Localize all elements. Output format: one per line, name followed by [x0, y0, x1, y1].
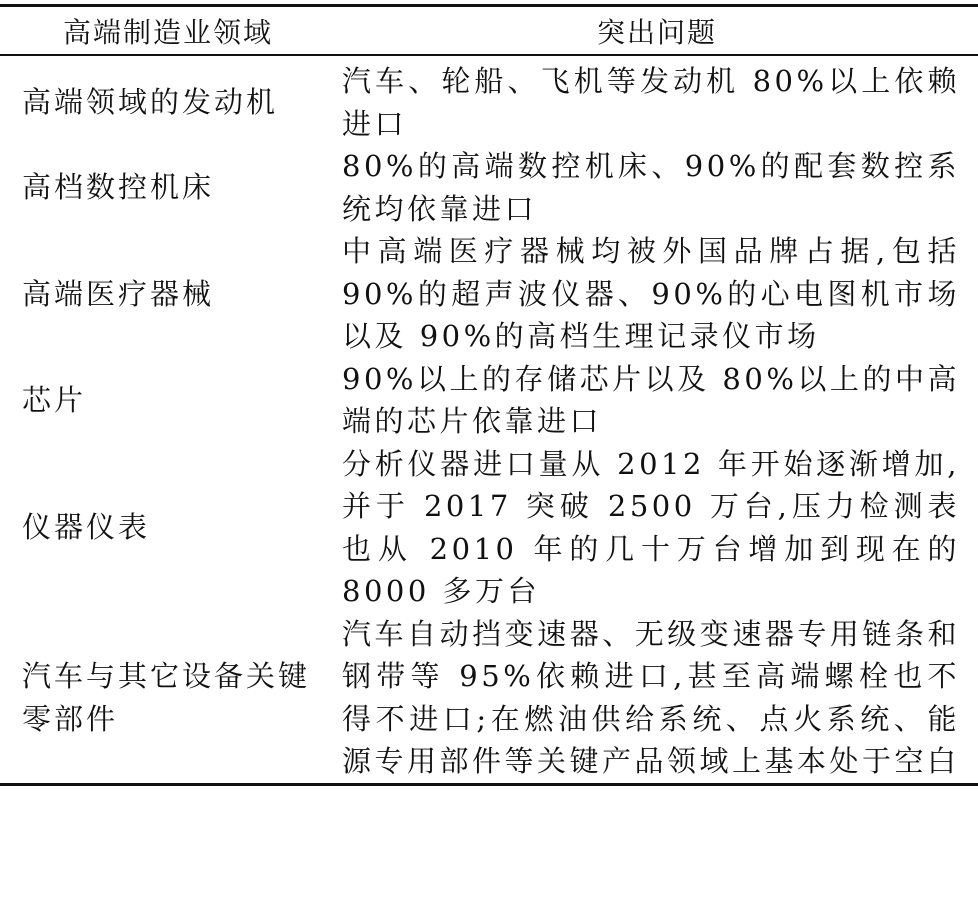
row-domain-cell: 汽车与其它设备关键零部件 — [22, 659, 311, 736]
table-row — [0, 55, 978, 145]
table-body — [0, 55, 978, 784]
header-issue: 突出问题 — [596, 15, 717, 49]
row-issue-cell: 80%的高端数控机床、90%的配套数控系统均依靠进口 — [342, 149, 960, 226]
row-domain-cell: 高端医疗器械 — [22, 276, 215, 311]
manufacturing-issues-table — [0, 4, 978, 786]
table-header — [0, 6, 978, 56]
row-domain-cell: 高档数控机床 — [22, 170, 215, 205]
table-row — [0, 358, 978, 443]
row-domain-cell: 芯片 — [22, 382, 87, 417]
header-domain: 高端制造业领域 — [62, 15, 273, 49]
row-domain-cell: 仪器仪表 — [22, 510, 151, 545]
row-issue-cell: 分析仪器进口量从 2012 年开始逐渐增加,并于 2017 突破 2500 万台,压力检测表也从 2010 年的几十万台增加到现在的 8000 多万台 — [342, 446, 960, 608]
row-issue-cell: 90%以上的存储芯片以及 80%以上的中高端的芯片依靠进口 — [342, 361, 960, 438]
header-row — [0, 6, 978, 56]
row-issue-cell: 汽车、轮船、飞机等发动机 80%以上依赖进口 — [342, 64, 960, 141]
row-domain-cell: 高端领域的发动机 — [22, 85, 279, 120]
row-issue-cell: 汽车自动挡变速器、无级变速器专用链条和钢带等 95%依赖进口,甚至高端螺栓也不得不进口;在燃油供给系统、点火系统、能源专用部件等关键产品领域上基本处于空白 — [342, 616, 960, 778]
table-row — [0, 230, 978, 358]
table-row — [0, 443, 978, 613]
table-row — [0, 145, 978, 230]
row-issue-cell: 中高端医疗器械均被外国品牌占据,包括 90%的超声波仪器、90%的心电图机市场以及 90%的高档生理记录仪市场 — [342, 234, 960, 353]
table-row — [0, 613, 978, 785]
